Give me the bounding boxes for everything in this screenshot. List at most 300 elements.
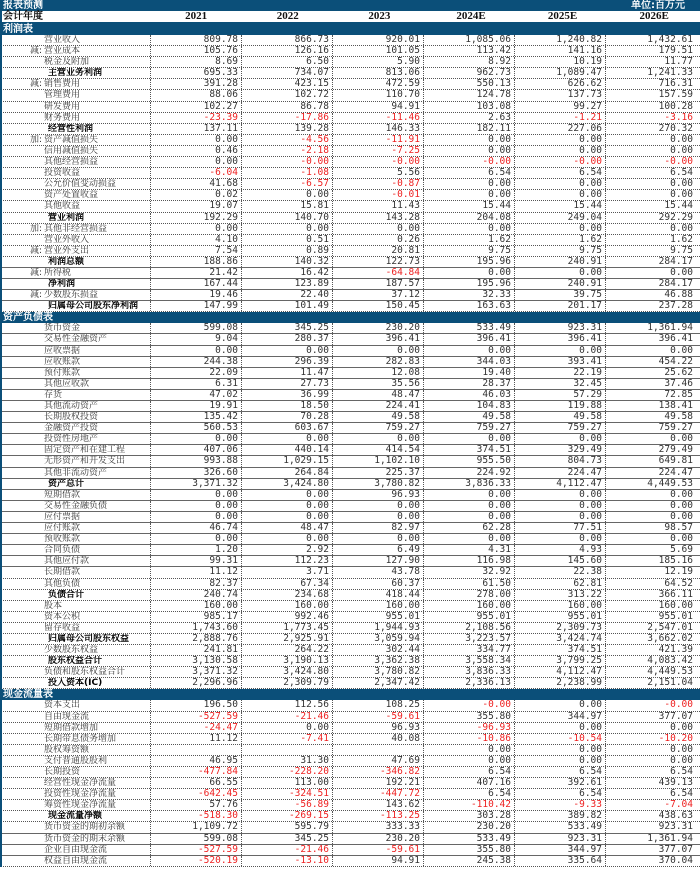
value-cell[interactable]: -2.18 xyxy=(241,146,332,156)
value-cell[interactable]: 22.38 xyxy=(514,567,605,577)
value-cell[interactable]: 5.69 xyxy=(605,545,696,555)
value-cell[interactable]: 813.06 xyxy=(332,68,423,78)
value-cell[interactable]: 533.49 xyxy=(514,822,605,832)
value-cell[interactable]: 25.62 xyxy=(605,368,696,378)
value-cell[interactable]: 716.31 xyxy=(605,79,696,89)
value-cell[interactable]: 3,836.33 xyxy=(423,667,514,677)
value-cell[interactable]: 955.50 xyxy=(423,456,514,466)
value-cell[interactable]: 100.28 xyxy=(605,102,696,112)
value-cell[interactable]: 49.58 xyxy=(514,412,605,422)
value-cell[interactable]: 86.78 xyxy=(241,102,332,112)
value-cell[interactable]: -1.08 xyxy=(241,168,332,178)
value-cell[interactable]: 41.68 xyxy=(150,179,241,189)
value-cell[interactable]: 139.28 xyxy=(241,124,332,134)
value-cell[interactable]: -0.00 xyxy=(241,157,332,167)
value-cell[interactable]: 4,449.53 xyxy=(605,479,696,489)
value-cell[interactable]: 0.00 xyxy=(241,346,332,356)
value-cell[interactable]: 135.42 xyxy=(150,412,241,422)
value-cell[interactable]: 0.00 xyxy=(150,135,241,145)
value-cell[interactable]: 11.12 xyxy=(150,567,241,577)
value-cell[interactable]: 2,547.01 xyxy=(605,623,696,633)
value-cell[interactable]: 102.27 xyxy=(150,102,241,112)
value-cell[interactable]: 94.91 xyxy=(332,856,423,866)
value-cell[interactable]: 391.28 xyxy=(150,79,241,89)
value-cell[interactable]: 3,371.32 xyxy=(150,667,241,677)
value-cell[interactable]: 99.27 xyxy=(514,102,605,112)
value-cell[interactable]: 0.00 xyxy=(150,157,241,167)
value-cell[interactable]: -59.61 xyxy=(332,845,423,855)
value-cell[interactable]: 9.75 xyxy=(605,246,696,256)
value-cell[interactable]: 3,836.33 xyxy=(423,479,514,489)
value-cell[interactable]: 195.96 xyxy=(423,279,514,289)
value-cell[interactable]: -11.91 xyxy=(332,135,423,145)
value-cell[interactable]: 11.77 xyxy=(605,57,696,67)
value-cell[interactable]: 0.00 xyxy=(605,512,696,522)
value-cell[interactable]: 278.00 xyxy=(423,590,514,600)
value-cell[interactable]: 695.33 xyxy=(150,68,241,78)
value-cell[interactable]: 923.31 xyxy=(514,834,605,844)
value-cell[interactable]: 2,238.99 xyxy=(514,678,605,688)
value-cell[interactable]: 270.32 xyxy=(605,124,696,134)
value-cell[interactable]: 6.54 xyxy=(605,168,696,178)
value-cell[interactable]: -64.84 xyxy=(332,268,423,278)
value-cell[interactable]: -324.51 xyxy=(241,789,332,799)
value-cell[interactable]: 160.00 xyxy=(241,601,332,611)
value-cell[interactable]: 2.92 xyxy=(241,545,332,555)
value-cell[interactable]: 2,336.13 xyxy=(423,678,514,688)
value-cell[interactable]: 2,347.42 xyxy=(332,678,423,688)
value-cell[interactable]: 0.00 xyxy=(514,190,605,200)
value-cell[interactable]: -269.15 xyxy=(241,811,332,821)
value-cell[interactable]: 0.00 xyxy=(514,490,605,500)
value-cell[interactable]: 0.51 xyxy=(241,235,332,245)
value-cell[interactable]: 0.00 xyxy=(241,190,332,200)
value-cell[interactable]: -228.20 xyxy=(241,767,332,777)
value-cell[interactable]: -346.82 xyxy=(332,767,423,777)
value-cell[interactable]: 16.42 xyxy=(241,268,332,278)
value-cell[interactable]: 19.07 xyxy=(150,201,241,211)
value-cell[interactable]: 66.55 xyxy=(150,778,241,788)
value-cell[interactable]: 126.16 xyxy=(241,46,332,56)
value-cell[interactable]: 1,361.94 xyxy=(605,323,696,333)
value-cell[interactable]: 98.57 xyxy=(605,523,696,533)
value-cell[interactable]: 280.37 xyxy=(241,334,332,344)
value-cell[interactable]: 0.00 xyxy=(332,434,423,444)
value-cell[interactable]: 19.46 xyxy=(150,290,241,300)
value-cell[interactable]: 2,309.79 xyxy=(241,678,332,688)
value-cell[interactable]: 955.01 xyxy=(423,612,514,622)
value-cell[interactable]: 112.23 xyxy=(241,556,332,566)
value-cell[interactable]: 6.54 xyxy=(514,789,605,799)
value-cell[interactable]: 160.00 xyxy=(514,601,605,611)
value-cell[interactable]: 866.73 xyxy=(241,35,332,45)
value-cell[interactable]: 241.81 xyxy=(150,645,241,655)
value-cell[interactable]: 6.54 xyxy=(514,168,605,178)
value-cell[interactable]: 101.05 xyxy=(332,46,423,56)
value-cell[interactable]: 923.31 xyxy=(514,323,605,333)
value-cell[interactable]: 124.78 xyxy=(423,90,514,100)
value-cell[interactable]: 1.62 xyxy=(423,235,514,245)
value-cell[interactable]: 96.93 xyxy=(332,490,423,500)
value-cell[interactable]: 0.00 xyxy=(514,268,605,278)
value-cell[interactable]: 123.89 xyxy=(241,279,332,289)
value-cell[interactable]: -6.04 xyxy=(150,168,241,178)
value-cell[interactable]: 1,361.94 xyxy=(605,834,696,844)
value-cell[interactable]: 0.00 xyxy=(514,534,605,544)
value-cell[interactable]: 88.06 xyxy=(150,90,241,100)
value-cell[interactable]: 47.69 xyxy=(332,756,423,766)
value-cell[interactable]: 40.08 xyxy=(332,734,423,744)
value-cell[interactable]: 3,799.25 xyxy=(514,656,605,666)
value-cell[interactable]: 0.00 xyxy=(423,268,514,278)
value-cell[interactable]: 224.92 xyxy=(423,468,514,478)
value-cell[interactable]: 225.37 xyxy=(332,468,423,478)
value-cell[interactable]: 992.46 xyxy=(241,612,332,622)
value-cell[interactable]: 0.00 xyxy=(514,346,605,356)
value-cell[interactable]: 392.61 xyxy=(514,778,605,788)
value-cell[interactable]: -56.89 xyxy=(241,800,332,810)
value-cell[interactable]: 1,743.60 xyxy=(150,623,241,633)
value-cell[interactable]: 0.00 xyxy=(514,135,605,145)
value-cell[interactable]: 955.01 xyxy=(514,612,605,622)
value-cell[interactable]: 167.44 xyxy=(150,279,241,289)
value-cell[interactable]: 82.97 xyxy=(332,523,423,533)
value-cell[interactable]: 99.31 xyxy=(150,556,241,566)
value-cell[interactable]: 374.51 xyxy=(514,645,605,655)
value-cell[interactable]: 224.47 xyxy=(514,468,605,478)
value-cell[interactable]: 374.51 xyxy=(423,445,514,455)
value-cell[interactable]: 313.22 xyxy=(514,590,605,600)
value-cell[interactable]: 5.56 xyxy=(332,168,423,178)
value-cell[interactable]: 0.00 xyxy=(605,501,696,511)
value-cell[interactable]: 0.00 xyxy=(332,501,423,511)
value-cell[interactable]: 3,558.34 xyxy=(423,656,514,666)
value-cell[interactable]: 279.49 xyxy=(605,445,696,455)
value-cell[interactable]: -24.47 xyxy=(150,723,241,733)
value-cell[interactable]: 370.04 xyxy=(605,856,696,866)
value-cell[interactable]: 0.00 xyxy=(514,723,605,733)
value-cell[interactable]: 4,083.42 xyxy=(605,656,696,666)
value-cell[interactable]: -96.93 xyxy=(423,723,514,733)
value-cell[interactable]: 22.09 xyxy=(150,368,241,378)
value-cell[interactable]: -0.01 xyxy=(332,190,423,200)
value-cell[interactable]: 9.04 xyxy=(150,334,241,344)
value-cell[interactable]: 550.13 xyxy=(423,79,514,89)
value-cell[interactable]: 70.28 xyxy=(241,412,332,422)
value-cell[interactable]: -0.00 xyxy=(332,157,423,167)
value-cell[interactable]: 32.33 xyxy=(423,290,514,300)
value-cell[interactable]: 0.00 xyxy=(423,346,514,356)
value-cell[interactable]: 649.81 xyxy=(605,456,696,466)
value-cell[interactable]: 19.91 xyxy=(150,401,241,411)
value-cell[interactable]: 240.74 xyxy=(150,590,241,600)
value-cell[interactable]: 303.28 xyxy=(423,811,514,821)
value-cell[interactable]: 11.12 xyxy=(150,734,241,744)
value-cell[interactable]: 440.14 xyxy=(241,445,332,455)
value-cell[interactable]: 0.00 xyxy=(332,534,423,544)
value-cell[interactable]: 39.75 xyxy=(514,290,605,300)
value-cell[interactable]: 11.47 xyxy=(241,368,332,378)
value-cell[interactable]: 230.20 xyxy=(332,834,423,844)
value-cell[interactable]: -642.45 xyxy=(150,789,241,799)
value-cell[interactable]: -477.84 xyxy=(150,767,241,777)
value-cell[interactable]: 2,296.96 xyxy=(150,678,241,688)
value-cell[interactable]: 240.91 xyxy=(514,279,605,289)
value-cell[interactable]: 160.00 xyxy=(605,601,696,611)
value-cell[interactable]: -1.21 xyxy=(514,113,605,123)
value-cell[interactable]: 12.19 xyxy=(605,567,696,577)
value-cell[interactable]: 1,029.15 xyxy=(241,456,332,466)
value-cell[interactable]: 759.27 xyxy=(423,423,514,433)
value-cell[interactable]: 15.44 xyxy=(514,201,605,211)
value-cell[interactable]: 0.02 xyxy=(150,190,241,200)
value-cell[interactable]: 230.20 xyxy=(423,822,514,832)
value-cell[interactable]: 62.28 xyxy=(423,523,514,533)
value-cell[interactable]: 3,190.13 xyxy=(241,656,332,666)
value-cell[interactable]: -0.87 xyxy=(332,179,423,189)
value-cell[interactable]: 0.00 xyxy=(241,512,332,522)
value-cell[interactable]: 0.00 xyxy=(150,434,241,444)
value-cell[interactable]: 62.81 xyxy=(514,579,605,589)
value-cell[interactable]: 8.92 xyxy=(423,57,514,67)
value-cell[interactable]: 329.49 xyxy=(514,445,605,455)
value-cell[interactable]: 113.42 xyxy=(423,46,514,56)
value-cell[interactable]: 48.47 xyxy=(241,523,332,533)
value-cell[interactable]: 3,662.02 xyxy=(605,634,696,644)
value-cell[interactable]: 0.00 xyxy=(423,745,514,755)
value-cell[interactable]: 6.31 xyxy=(150,379,241,389)
value-cell[interactable]: 49.58 xyxy=(423,412,514,422)
value-cell[interactable]: 454.22 xyxy=(605,357,696,367)
value-cell[interactable]: 0.00 xyxy=(150,534,241,544)
value-cell[interactable]: 240.91 xyxy=(514,257,605,267)
value-cell[interactable]: 0.00 xyxy=(423,501,514,511)
value-cell[interactable]: 163.63 xyxy=(423,301,514,311)
value-cell[interactable]: 0.00 xyxy=(605,434,696,444)
value-cell[interactable]: 3,780.82 xyxy=(332,479,423,489)
value-cell[interactable]: 0.00 xyxy=(423,135,514,145)
value-cell[interactable]: -0.00 xyxy=(605,700,696,710)
value-cell[interactable]: 49.58 xyxy=(605,412,696,422)
value-cell[interactable]: 3,059.94 xyxy=(332,634,423,644)
value-cell[interactable]: 104.83 xyxy=(423,401,514,411)
value-cell[interactable]: 955.01 xyxy=(605,612,696,622)
value-cell[interactable]: 102.72 xyxy=(241,90,332,100)
value-cell[interactable]: 333.33 xyxy=(332,822,423,832)
value-cell[interactable]: 2,888.76 xyxy=(150,634,241,644)
value-cell[interactable]: 46.03 xyxy=(423,390,514,400)
value-cell[interactable]: 48.47 xyxy=(332,390,423,400)
value-cell[interactable]: 2,309.73 xyxy=(514,623,605,633)
value-cell[interactable]: 140.70 xyxy=(241,213,332,223)
value-cell[interactable]: 27.73 xyxy=(241,379,332,389)
value-cell[interactable]: 533.49 xyxy=(423,323,514,333)
value-cell[interactable]: 1,109.72 xyxy=(150,822,241,832)
value-cell[interactable]: -23.39 xyxy=(150,113,241,123)
value-cell[interactable]: 57.76 xyxy=(150,800,241,810)
value-cell[interactable]: 9.75 xyxy=(423,246,514,256)
value-cell[interactable]: 366.11 xyxy=(605,590,696,600)
value-cell[interactable]: 227.06 xyxy=(514,124,605,134)
value-cell[interactable]: 110.70 xyxy=(332,90,423,100)
value-cell[interactable]: 195.96 xyxy=(423,257,514,267)
value-cell[interactable]: 0.00 xyxy=(423,224,514,234)
value-cell[interactable]: 116.98 xyxy=(423,556,514,566)
value-cell[interactable]: 626.62 xyxy=(514,79,605,89)
value-cell[interactable]: 1,089.47 xyxy=(514,68,605,78)
value-cell[interactable]: 0.00 xyxy=(423,179,514,189)
value-cell[interactable]: 0.00 xyxy=(514,434,605,444)
value-cell[interactable]: 1,773.45 xyxy=(241,623,332,633)
value-cell[interactable]: -10.20 xyxy=(605,734,696,744)
value-cell[interactable]: 0.00 xyxy=(332,224,423,234)
value-cell[interactable]: 4.31 xyxy=(423,545,514,555)
value-cell[interactable]: 344.97 xyxy=(514,712,605,722)
value-cell[interactable]: 0.00 xyxy=(241,434,332,444)
value-cell[interactable]: 1,944.93 xyxy=(332,623,423,633)
value-cell[interactable]: 0.00 xyxy=(423,512,514,522)
value-cell[interactable]: 6.54 xyxy=(514,767,605,777)
value-cell[interactable]: 0.00 xyxy=(150,490,241,500)
value-cell[interactable]: 249.04 xyxy=(514,213,605,223)
value-cell[interactable]: 37.12 xyxy=(332,290,423,300)
value-cell[interactable]: 72.85 xyxy=(605,390,696,400)
value-cell[interactable]: -9.33 xyxy=(514,800,605,810)
value-cell[interactable]: 0.26 xyxy=(332,235,423,245)
value-cell[interactable]: 355.80 xyxy=(423,712,514,722)
value-cell[interactable]: 3,130.58 xyxy=(150,656,241,666)
value-cell[interactable]: 143.62 xyxy=(332,800,423,810)
value-cell[interactable]: 345.25 xyxy=(241,323,332,333)
value-cell[interactable]: 157.59 xyxy=(605,90,696,100)
value-cell[interactable]: 421.39 xyxy=(605,645,696,655)
value-cell[interactable]: 182.11 xyxy=(423,124,514,134)
value-cell[interactable]: 396.41 xyxy=(605,334,696,344)
value-cell[interactable]: 734.07 xyxy=(241,68,332,78)
value-cell[interactable]: 36.99 xyxy=(241,390,332,400)
value-cell[interactable]: 809.78 xyxy=(150,35,241,45)
value-cell[interactable]: 759.27 xyxy=(514,423,605,433)
value-cell[interactable]: 188.86 xyxy=(150,257,241,267)
value-cell[interactable]: 3,780.82 xyxy=(332,667,423,677)
value-cell[interactable]: 955.01 xyxy=(332,612,423,622)
value-cell[interactable]: 6.50 xyxy=(241,57,332,67)
value-cell[interactable]: 8.69 xyxy=(150,57,241,67)
value-cell[interactable]: 32.45 xyxy=(514,379,605,389)
value-cell[interactable]: 345.25 xyxy=(241,834,332,844)
value-cell[interactable]: 4,449.53 xyxy=(605,667,696,677)
value-cell[interactable]: -13.10 xyxy=(241,856,332,866)
value-cell[interactable]: 113.00 xyxy=(241,778,332,788)
value-cell[interactable]: 438.63 xyxy=(605,811,696,821)
value-cell[interactable]: 5.90 xyxy=(332,57,423,67)
value-cell[interactable]: 4.10 xyxy=(150,235,241,245)
value-cell[interactable]: 101.49 xyxy=(241,301,332,311)
value-cell[interactable]: 20.81 xyxy=(332,246,423,256)
value-cell[interactable]: 923.31 xyxy=(605,822,696,832)
value-cell[interactable]: 759.27 xyxy=(605,423,696,433)
value-cell[interactable]: 603.67 xyxy=(241,423,332,433)
value-cell[interactable]: 407.16 xyxy=(423,778,514,788)
value-cell[interactable]: 0.00 xyxy=(605,146,696,156)
value-cell[interactable]: 393.41 xyxy=(514,357,605,367)
value-cell[interactable]: 138.41 xyxy=(605,401,696,411)
value-cell[interactable]: 595.79 xyxy=(241,822,332,832)
value-cell[interactable]: 0.00 xyxy=(514,179,605,189)
value-cell[interactable]: 112.56 xyxy=(241,700,332,710)
value-cell[interactable]: 28.37 xyxy=(423,379,514,389)
value-cell[interactable] xyxy=(241,745,332,755)
value-cell[interactable]: 127.90 xyxy=(332,556,423,566)
value-cell[interactable]: 150.45 xyxy=(332,301,423,311)
value-cell[interactable]: 160.00 xyxy=(150,601,241,611)
value-cell[interactable]: 64.52 xyxy=(605,579,696,589)
value-cell[interactable]: 1.62 xyxy=(514,235,605,245)
value-cell[interactable]: 302.44 xyxy=(332,645,423,655)
value-cell[interactable]: 77.51 xyxy=(514,523,605,533)
value-cell[interactable]: -10.54 xyxy=(514,734,605,744)
value-cell[interactable]: 0.00 xyxy=(241,501,332,511)
value-cell[interactable]: 19.40 xyxy=(423,368,514,378)
value-cell[interactable]: 0.00 xyxy=(332,512,423,522)
value-cell[interactable]: 3.71 xyxy=(241,567,332,577)
value-cell[interactable]: 15.81 xyxy=(241,201,332,211)
value-cell[interactable]: 3,362.38 xyxy=(332,656,423,666)
value-cell[interactable]: 122.73 xyxy=(332,257,423,267)
value-cell[interactable]: 146.33 xyxy=(332,124,423,134)
value-cell[interactable]: 407.06 xyxy=(150,445,241,455)
value-cell[interactable]: -447.72 xyxy=(332,789,423,799)
value-cell[interactable]: 993.88 xyxy=(150,456,241,466)
value-cell[interactable]: 0.00 xyxy=(605,268,696,278)
value-cell[interactable]: 599.08 xyxy=(150,834,241,844)
value-cell[interactable]: 145.60 xyxy=(514,556,605,566)
value-cell[interactable]: 282.83 xyxy=(332,357,423,367)
value-cell[interactable]: 4,112.47 xyxy=(514,479,605,489)
value-cell[interactable]: 31.30 xyxy=(241,756,332,766)
value-cell[interactable]: 804.73 xyxy=(514,456,605,466)
value-cell[interactable]: 396.41 xyxy=(423,334,514,344)
value-cell[interactable]: 15.44 xyxy=(423,201,514,211)
value-cell[interactable]: 2.63 xyxy=(423,113,514,123)
value-cell[interactable]: 920.01 xyxy=(332,35,423,45)
value-cell[interactable]: 4,112.47 xyxy=(514,667,605,677)
value-cell[interactable]: 0.00 xyxy=(150,346,241,356)
value-cell[interactable]: 237.28 xyxy=(605,301,696,311)
value-cell[interactable]: -527.59 xyxy=(150,712,241,722)
value-cell[interactable]: 196.50 xyxy=(150,700,241,710)
value-cell[interactable]: 224.47 xyxy=(605,468,696,478)
value-cell[interactable]: 9.75 xyxy=(514,246,605,256)
value-cell[interactable]: 439.13 xyxy=(605,778,696,788)
value-cell[interactable]: 377.07 xyxy=(605,712,696,722)
value-cell[interactable]: 0.46 xyxy=(150,146,241,156)
value-cell[interactable]: 759.27 xyxy=(332,423,423,433)
value-cell[interactable]: 0.00 xyxy=(423,434,514,444)
value-cell[interactable]: -10.86 xyxy=(423,734,514,744)
value-cell[interactable]: 57.29 xyxy=(514,390,605,400)
value-cell[interactable]: 0.00 xyxy=(514,501,605,511)
value-cell[interactable]: 143.28 xyxy=(332,213,423,223)
value-cell[interactable]: 0.00 xyxy=(605,534,696,544)
value-cell[interactable]: 160.00 xyxy=(332,601,423,611)
value-cell[interactable]: 1.20 xyxy=(150,545,241,555)
value-cell[interactable]: 6.54 xyxy=(605,767,696,777)
value-cell[interactable]: -7.41 xyxy=(241,734,332,744)
value-cell[interactable]: 21.42 xyxy=(150,268,241,278)
value-cell[interactable]: 179.51 xyxy=(605,46,696,56)
value-cell[interactable]: 335.64 xyxy=(514,856,605,866)
